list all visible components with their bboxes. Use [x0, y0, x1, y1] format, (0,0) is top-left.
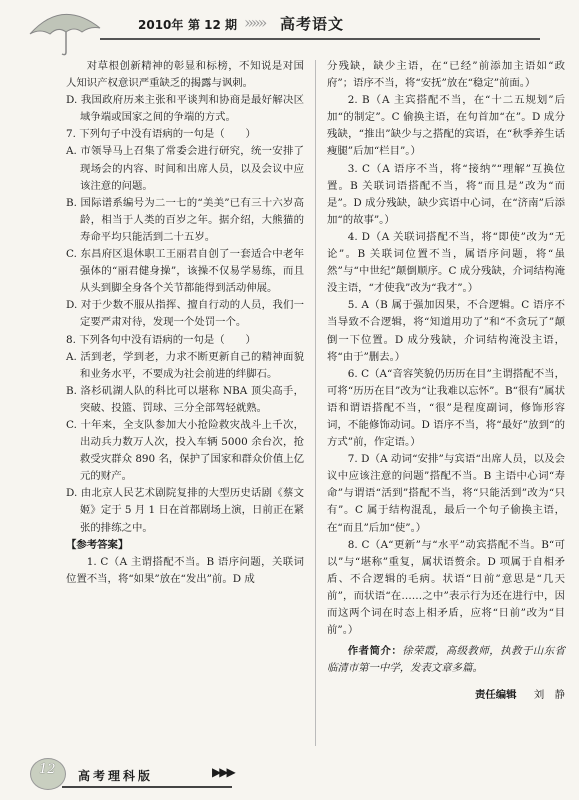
answers-heading: 【参考答案】 — [66, 538, 129, 551]
option-d: D. 我国政府历来主张和平谈判和协商是最好解决区域争端或国家之间的争端的方式。 — [66, 94, 304, 124]
option-d: D. 对于少数不服从指挥、擅自行动的人员，我们一定要严肃对待，发现一个处罚一个。 — [66, 299, 304, 329]
column-divider — [315, 60, 316, 746]
page-number: 12 — [39, 762, 56, 777]
option-a: A. 活到老，学到老，力求不断更新自己的精神面貌和业务水平，不要成为社会前进的绊脚石。 — [66, 350, 304, 380]
footer-rule — [62, 786, 232, 788]
answer-1-cont: 分残缺，缺少主语，在“已经”前添加主语如“政府”；语序不当，将“安抚”放在“稳定”前面。） — [327, 60, 565, 90]
option-a: A. 市领导马上召集了常委会进行研究，统一安排了现场会的内容、时间和出席人员，以及会议中应该注意的问题。 — [66, 145, 304, 192]
page-footer — [0, 742, 579, 800]
question-7: 7. 下列句子中没有语病的一句是（ ） — [66, 128, 256, 141]
issue-year: 2010年 — [138, 18, 184, 32]
issue-number: 第 12 期 — [188, 18, 238, 32]
editor-name: 刘 静 — [533, 689, 565, 702]
umbrella-logo-icon — [26, 4, 104, 56]
answer-4: 4. D（A 关联词搭配不当，将“即使”改为“无论”。B 关联词位置不当，属语序问题，将“虽然”与“中世纪”颠倒顺序。C 成分残缺，介词结构淹没主语，“才使我”改为“我才”。） — [327, 230, 565, 295]
footer-arrows-icon: ▶▶▶ — [212, 765, 234, 779]
question-8: 8. 下列各句中没有语病的一句是（ ） — [66, 333, 256, 346]
page-header — [0, 0, 579, 52]
paragraph: 对草根创新精神的彰显和标榜，不知说是对国人知识产权意识严重缺乏的揭露与讽刺。 — [66, 60, 304, 90]
author-text: 徐荣霞，高级教师，执教于山东省临清市第一中学，发表文章多篇。 — [327, 645, 566, 675]
answer-2: 2. B（A 主宾搭配不当，在“十二五规划”后加“的制定”。C 偷换主语，在句首加“在”。D 成分残缺，“推出”缺少与之搭配的宾语，在“秋季养生话瘦腿”后加“栏目”。） — [327, 94, 565, 158]
header-arrows-icon: »»» — [244, 13, 265, 32]
editor-credit — [327, 687, 565, 704]
magazine-title: 高考语文 — [280, 15, 345, 33]
author-label: 作者简介： — [347, 645, 403, 658]
answer-8: 8. C（A“更新”与“水平”动宾搭配不当。B“可以”与“堪称”重复，属状语赘余。D 项属于自相矛盾、不合逻辑的毛病。状语“日前”意思是“几天前”，而状语“在……之中”表示行为还在进行中，因而这两个词在时态上相矛盾，应将“日前”改为“目前”。） — [327, 538, 565, 637]
option-b: B. 洛杉矶湖人队的科比可以堪称 NBA 顶尖高手，突破、投篮、罚球、三分全部驾轻就熟。 — [66, 384, 304, 414]
option-c: C. 十年来，全支队参加大小抢险救灾战斗上千次，出动兵力数万人次，投入车辆 5000 余台次，抢救受灾群众 890 名，保护了国家和群众价值上亿元的财产。 — [66, 418, 304, 483]
left-column — [66, 58, 304, 588]
option-c: C. 东昌府区退休职工王丽君自创了一套适合中老年强体的“丽君健身操”，该操不仅易学易练，而且从头到脚全身各个关节都能得到活动伸展。 — [66, 248, 304, 295]
answer-6: 6. C（A“音容笑貌仍历历在目”主谓搭配不当，可将“历历在目”改为“让我难以忘怀”。B“很有”属状语和谓语搭配不当，“很”是程度副词，修饰形容词，不能修饰动词。D 语序不当，将“最好”放到“的方式”前，作定语。） — [327, 367, 565, 449]
option-b: B. 国际谱系编号为二一七的“美美”已有三十六岁高龄，相当于人类的百岁之年。据介绍，大熊猫的寿命平均只能活到二十五岁。 — [66, 196, 304, 243]
editor-label: 责任编辑 — [474, 689, 517, 702]
footer-title: 高考理科版 — [78, 769, 154, 783]
author-bio — [327, 643, 565, 677]
option-d: D. 由北京人民艺术剧院复排的大型历史话剧《蔡文姬》定于 5 月 1 日在首都剧场上演，日前正在紧张的排练之中。 — [66, 487, 304, 534]
answer-3: 3. C（A 语序不当，将“接纳”“理解”互换位置。B 关联词语搭配不当，将“而且是”改为“而是”。D 成分残缺，缺少宾语中心词，在“济南”后添加“的故事”。） — [327, 162, 565, 226]
answer-7: 7. D（A 动词“安排”与宾语“出席人员，以及会议中应该注意的问题”搭配不当。B 主语中心词“寿命”与谓语“活到”搭配不当，将“只能活到”改为“只有”。C 属于结构混乱，最后一个句子偷换主语，在“而且”后加“使”。） — [327, 453, 565, 534]
answer-5: 5. A（B 属于强加因果，不合逻辑。C 语序不当导致不合逻辑，将“知道用功了”和“不贪玩了”颠倒一下位置。D 成分残缺，介词结构淹没主语，将“由于”删去。） — [327, 299, 565, 363]
right-column — [327, 58, 565, 704]
answer-1: 1. C（A 主谓搭配不当。B 语序问题，关联词位置不当，将“如果”放在“发出”前。D 成 — [66, 555, 304, 585]
